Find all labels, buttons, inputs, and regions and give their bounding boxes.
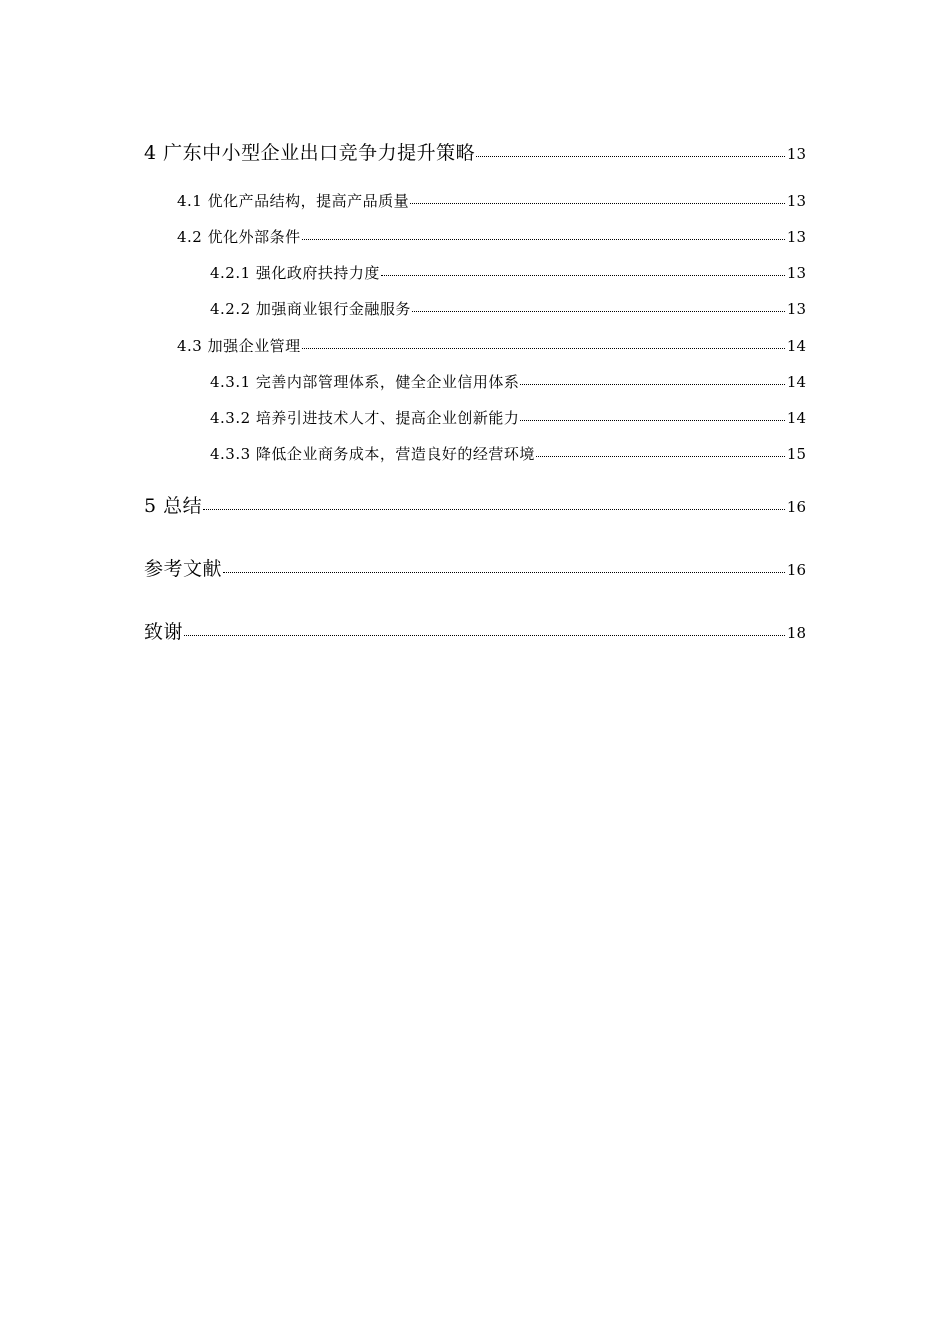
toc-dot-leader (223, 572, 785, 573)
toc-entry-4-1[interactable] (177, 190, 806, 211)
toc-entry-4-3[interactable] (177, 335, 806, 356)
toc-dot-leader (184, 635, 785, 636)
toc-page-number: 13 (786, 192, 806, 210)
toc-entry-chapter-5[interactable] (144, 491, 806, 518)
toc-entry-4-3-3[interactable] (210, 443, 806, 464)
toc-entry-title: 4.3.3 降低企业商务成本，营造良好的经营环境 (210, 445, 535, 463)
toc-entry-title: 4.2.1 强化政府扶持力度 (210, 264, 380, 282)
toc-page-number: 14 (786, 337, 806, 355)
toc-entry-4-2-1[interactable] (210, 262, 806, 283)
toc-page-number: 15 (786, 445, 806, 463)
toc-dot-leader (476, 156, 785, 157)
toc-dot-leader (381, 275, 785, 276)
toc-dot-leader (536, 456, 785, 457)
toc-entry-title: 4.3 加强企业管理 (177, 337, 301, 355)
toc-entry-title: 4.3.1 完善内部管理体系，健全企业信用体系 (210, 373, 520, 391)
toc-page-number: 13 (786, 300, 806, 318)
toc-entry-title: 5 总结 (144, 495, 203, 517)
toc-entry-title: 4.3.2 培养引进技术人才、提高企业创新能力 (210, 409, 520, 427)
toc-entry-title: 4 广东中小型企业出口竞争力提升策略 (144, 142, 476, 164)
toc-page-number: 13 (786, 264, 806, 282)
toc-dot-leader (302, 348, 785, 349)
toc-entry-title: 参考文献 (144, 558, 223, 580)
toc-dot-leader (412, 311, 785, 312)
toc-page-number: 13 (786, 145, 806, 163)
toc-page-number: 14 (786, 373, 806, 391)
toc-entry-4-3-2[interactable] (210, 407, 806, 428)
toc-entry-acknowledgements[interactable] (144, 617, 806, 644)
toc-entry-chapter-4[interactable] (144, 138, 806, 165)
toc-entry-4-2-2[interactable] (210, 298, 806, 319)
toc-page-number: 14 (786, 409, 806, 427)
toc-page-number: 16 (786, 561, 806, 579)
toc-entry-4-3-1[interactable] (210, 371, 806, 392)
toc-entry-title: 4.2 优化外部条件 (177, 228, 301, 246)
toc-entry-title: 4.2.2 加强商业银行金融服务 (210, 300, 411, 318)
toc-dot-leader (520, 420, 784, 421)
toc-dot-leader (203, 509, 785, 510)
toc-entry-references[interactable] (144, 554, 806, 581)
toc-dot-leader (520, 384, 784, 385)
toc-dot-leader (410, 203, 785, 204)
toc-page-number: 16 (786, 498, 806, 516)
toc-entry-title: 4.1 优化产品结构，提高产品质量 (177, 192, 410, 210)
toc-page-number: 13 (786, 228, 806, 246)
toc-dot-leader (302, 239, 785, 240)
toc-page-number: 18 (786, 624, 806, 642)
toc-entry-4-2[interactable] (177, 226, 806, 247)
toc-entry-title: 致谢 (144, 621, 184, 643)
